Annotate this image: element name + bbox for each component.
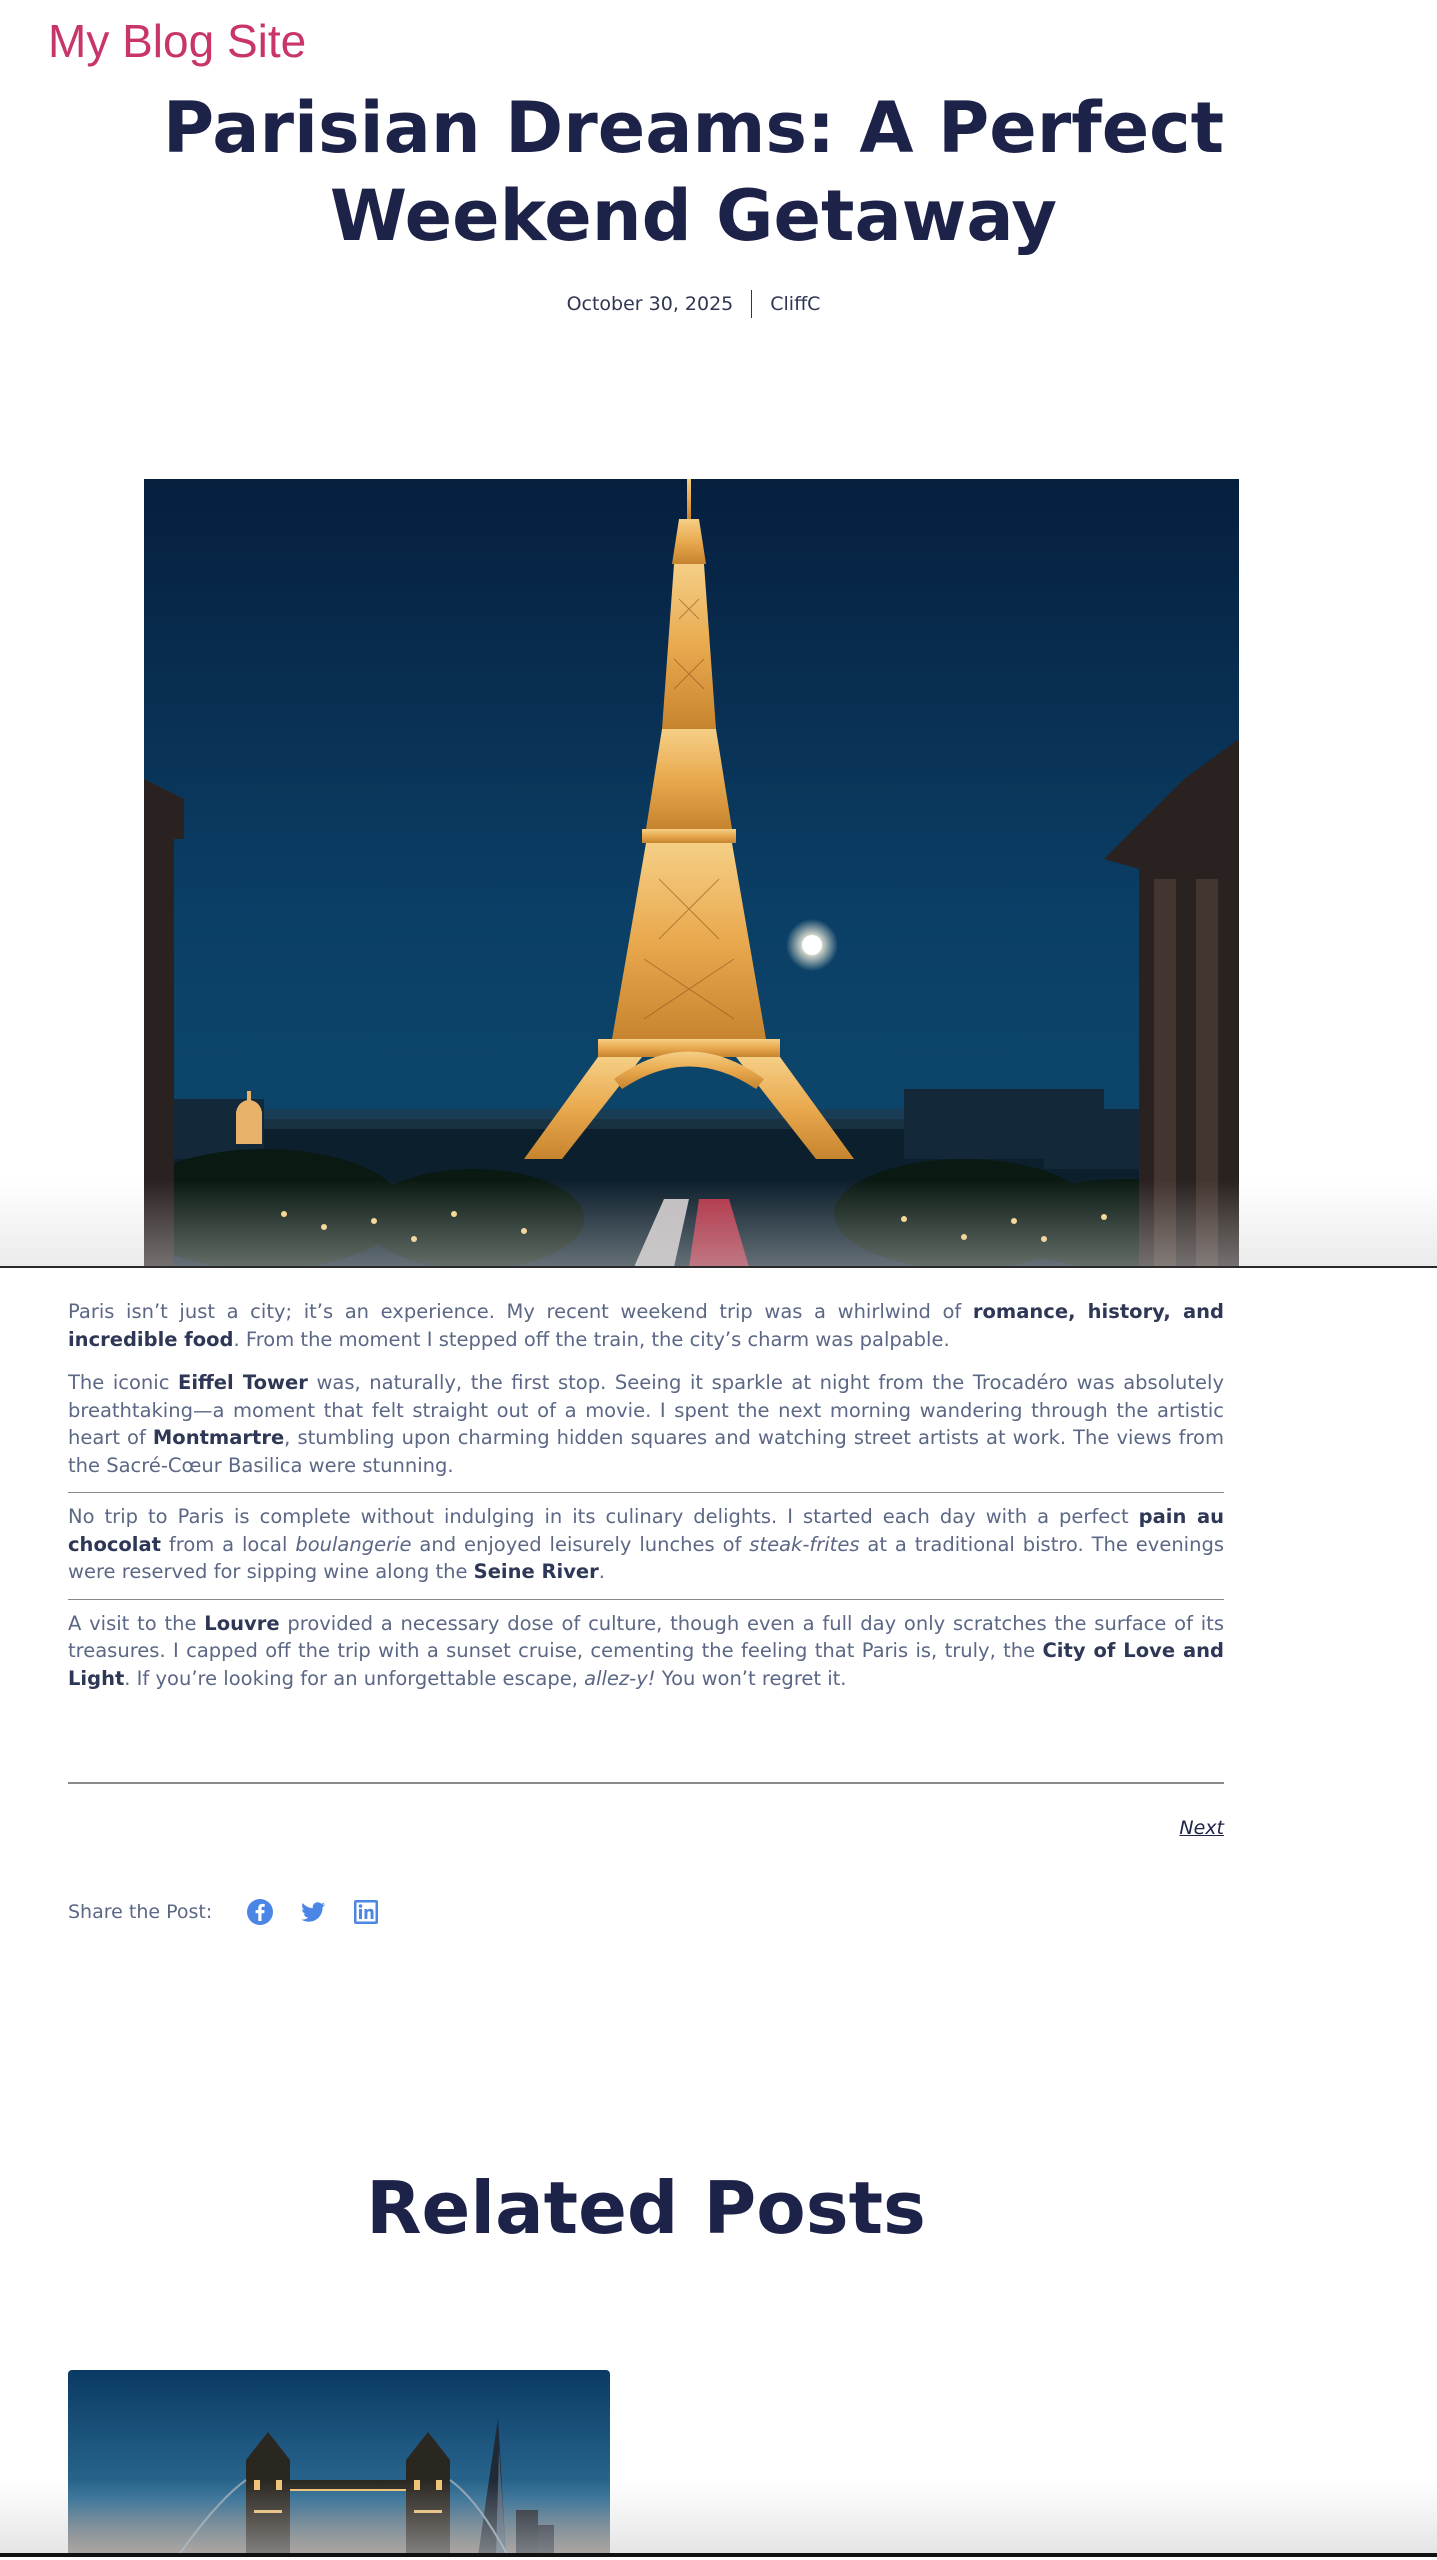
linkedin-icon[interactable] xyxy=(352,1898,380,1926)
related-post-card[interactable] xyxy=(68,2370,610,2556)
next-post-link[interactable]: Next xyxy=(1179,1817,1224,1839)
hero-image xyxy=(144,479,1239,1267)
share-bar xyxy=(68,1898,405,1926)
share-label: Share the Post: xyxy=(68,1901,213,1923)
paragraph: No trip to Paris is complete without indulging in its culinary delights. I started each day with a perfect pain au chocolat from a local boulangerie and enjoyed leisurely lunches of steak-frites at a traditional bistro. The evenings were reserved for sipping wine along the Seine River. xyxy=(68,1503,1224,1600)
post-meta xyxy=(0,290,1387,318)
related-posts-heading: Related Posts xyxy=(366,2166,926,2250)
post-nav-divider xyxy=(68,1782,1224,1784)
tower-bridge-night-photo xyxy=(68,2370,610,2556)
paragraph: Paris isn’t just a city; it’s an experience. My recent weekend trip was a whirlwind of romance, history, and incredible food. From the moment I stepped off the train, the city’s charm was palpable. xyxy=(68,1300,1224,1351)
viewport-bottom-border xyxy=(0,2553,1437,2557)
meta-separator xyxy=(751,290,752,318)
facebook-icon[interactable] xyxy=(246,1898,274,1926)
post-body xyxy=(68,1298,1224,1692)
twitter-icon[interactable] xyxy=(299,1898,327,1926)
eiffel-tower-night-photo xyxy=(144,479,1239,1267)
paragraph: The iconic Eiffel Tower was, naturally, the first stop. Seeing it sparkle at night from the Trocadéro was absolutely breathtaking—a moment that felt straight out of a movie. I spent the next morning wandering through the artistic heart of Montmartre, stumbling upon charming hidden squares and watching street artists at work. The views from the Sacré-Cœur Basilica were stunning. xyxy=(68,1369,1224,1493)
post-author-link[interactable]: CliffC xyxy=(770,293,821,315)
post-date: October 30, 2025 xyxy=(566,293,734,315)
paragraph: A visit to the Louvre provided a necessary dose of culture, though even a full day only scratches the surface of its treasures. I capped off the trip with a sunset cruise, cementing the feeling that Paris is, truly, the City of Love and Light. If you’re looking for an unforgettable escape, allez-y! You won’t regret it. xyxy=(68,1611,1224,1690)
content-top-divider xyxy=(0,1266,1437,1268)
post-title: Parisian Dreams: A Perfect Weekend Getaway xyxy=(162,87,1225,257)
site-title-link[interactable]: My Blog Site xyxy=(48,15,307,67)
